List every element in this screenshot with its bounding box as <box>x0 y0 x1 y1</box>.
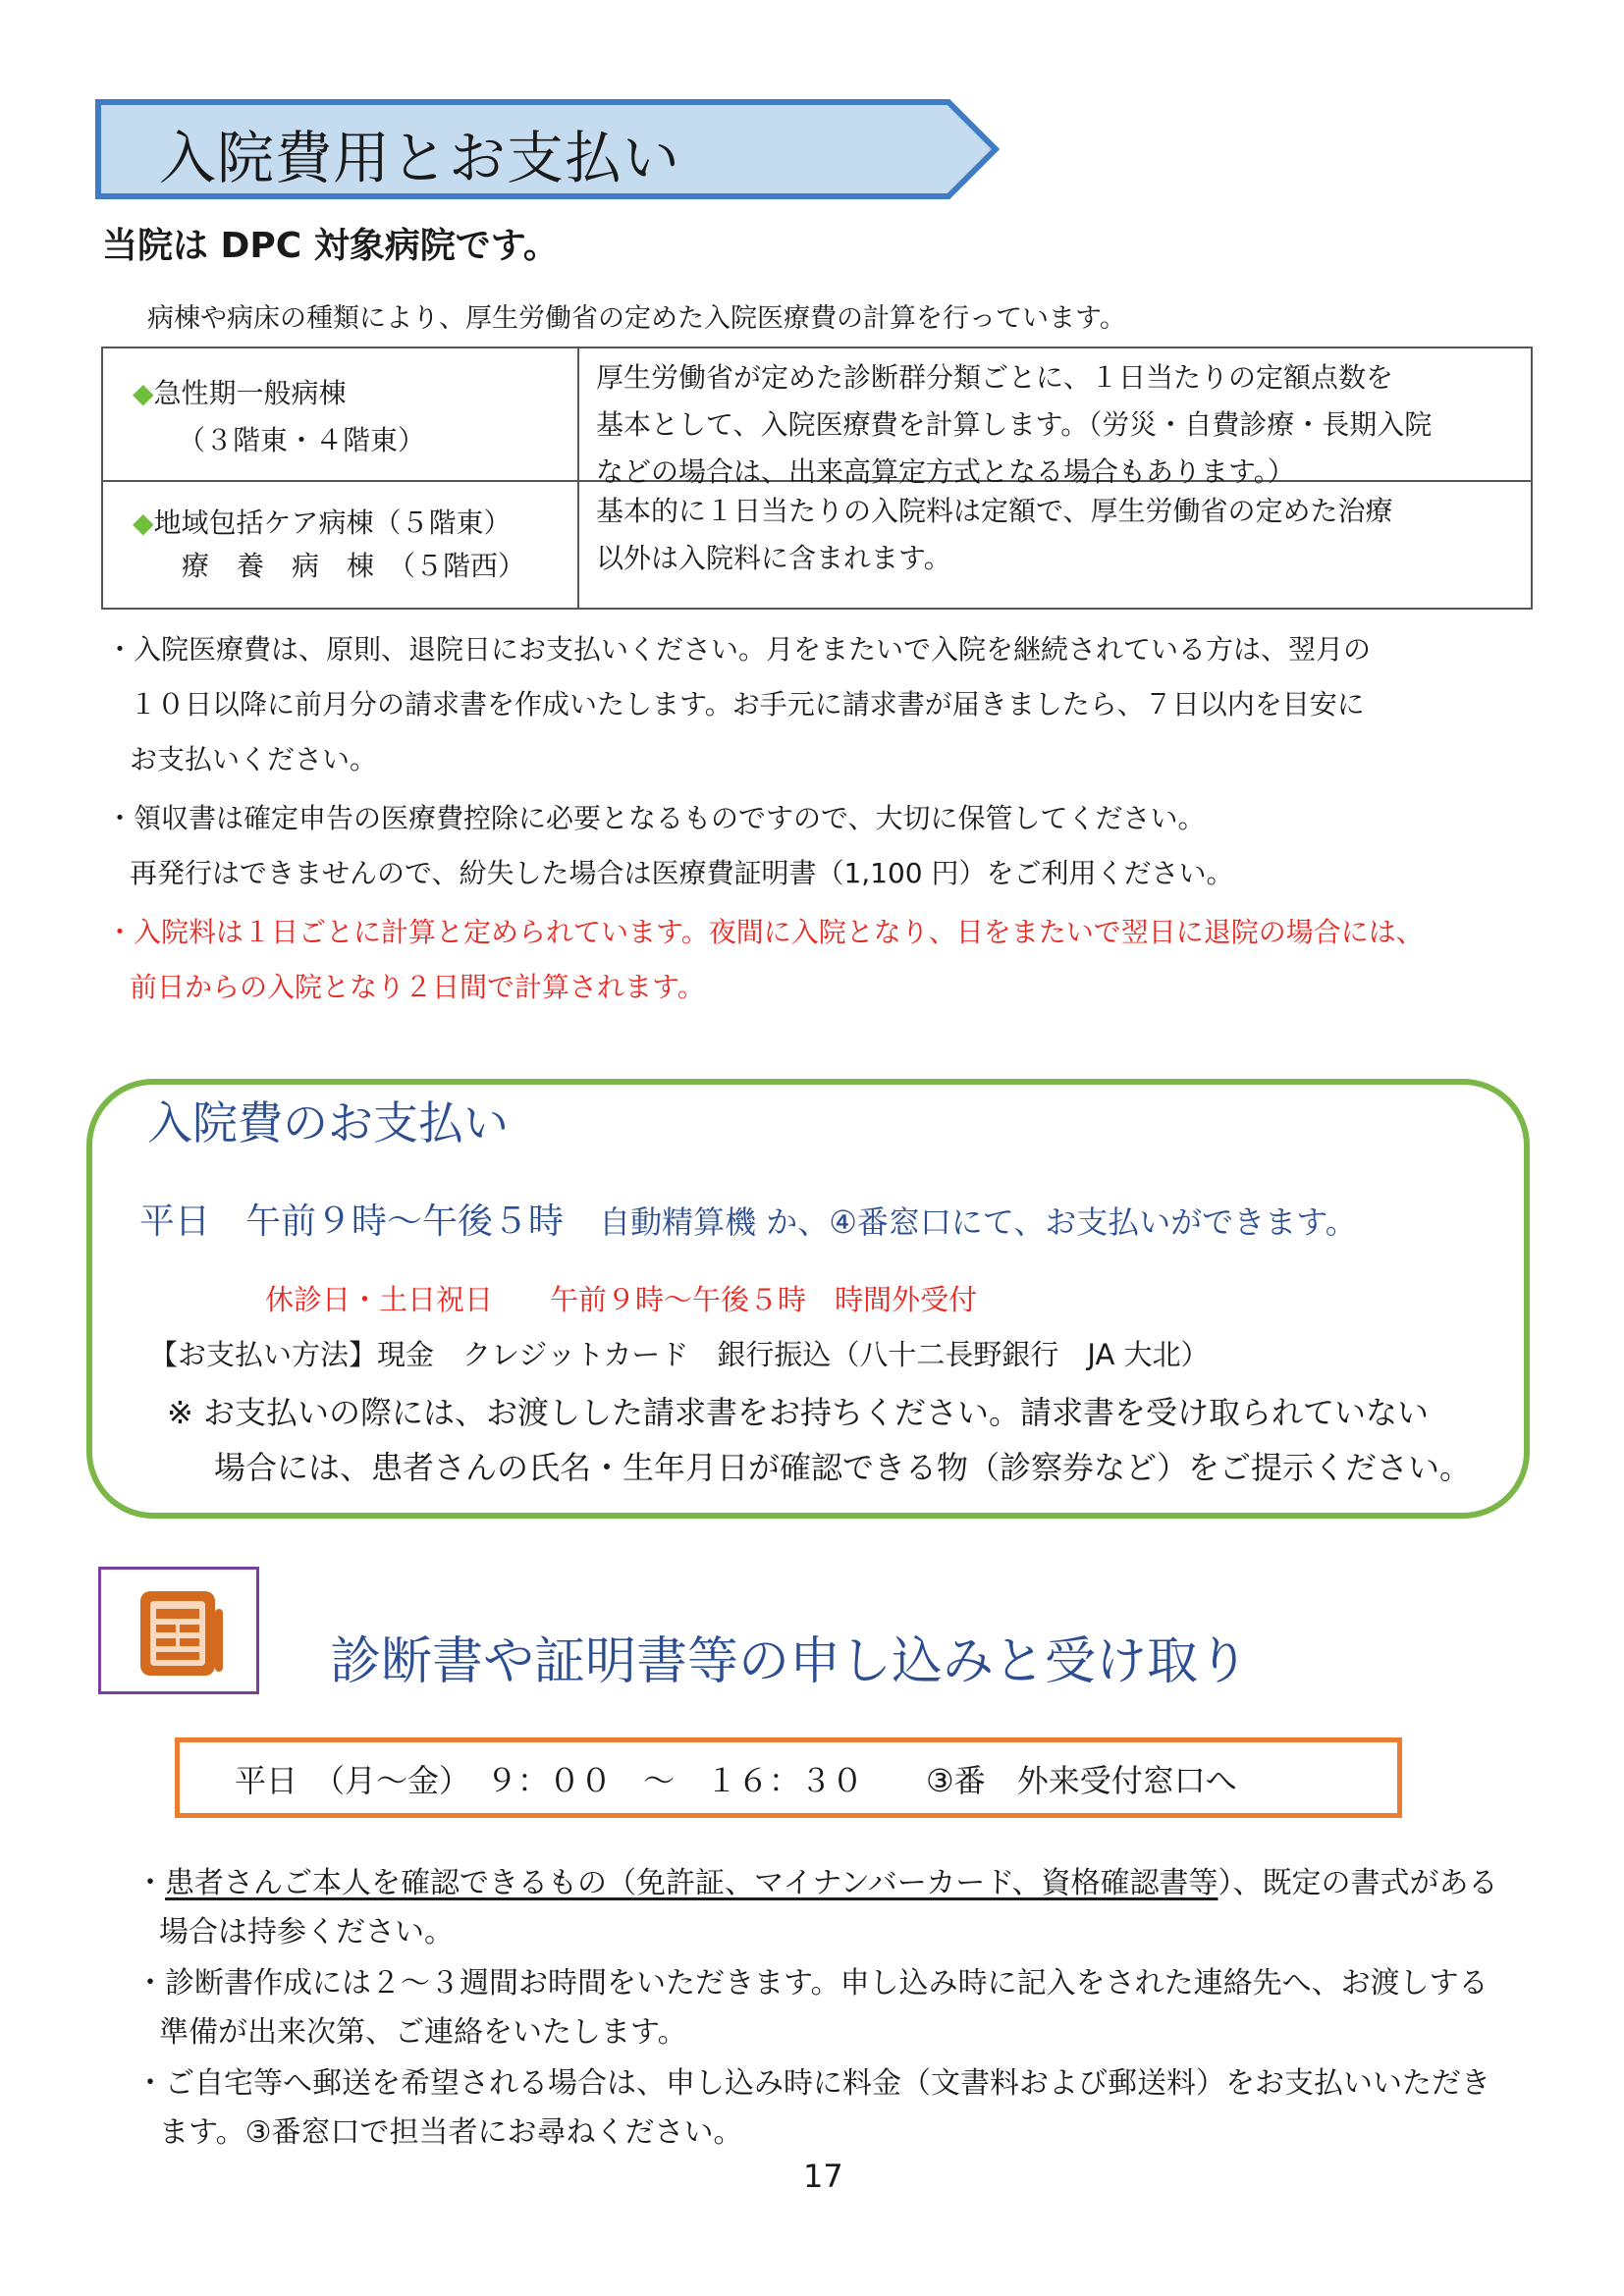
ward-description-line: 基本的に１日当たりの入院料は定額で、厚生労働省の定めた治療 <box>596 495 1393 527</box>
weekday-hours: 午前９時～午後５時 <box>245 1201 565 1242</box>
title-banner <box>94 98 1001 200</box>
note-bullet: ・ <box>135 1866 165 1900</box>
holiday-hours: 午前９時～午後５時 <box>550 1283 807 1316</box>
ward-description <box>596 354 1529 496</box>
ward-table <box>101 347 1533 610</box>
receipt-note: ・領収書は確定申告の医療費控除に必要となるものですので、大切に保管してください。 <box>106 802 1206 834</box>
diamond-bullet-icon: ◆ <box>133 377 154 409</box>
ward-row <box>103 348 1531 488</box>
dpc-heading: 当院は DPC 対象病院です。 <box>102 226 559 266</box>
ward-description-line: 厚生労働省が定めた診断群分類ごとに、１日当たりの定額点数を <box>596 361 1394 394</box>
billing-note: ・入院医療費は、原則、退院日にお支払いください。月をまたいで入院を継続されている方は、翌月の <box>106 633 1372 666</box>
ward-floors: 療 養 病 棟 （５階西） <box>182 550 526 582</box>
ward-label-cell <box>103 482 579 608</box>
documents-note: 場合は持参ください。 <box>159 1915 454 1949</box>
payment-title: 入院費のお支払い <box>147 1096 509 1149</box>
documents-title: 診断書や証明書等の申し込みと受け取り <box>330 1632 1250 1691</box>
payment-note: ※ お支払いの際には、お渡しした請求書をお持ちください。請求書を受け取られていない <box>167 1394 1429 1431</box>
ward-row <box>103 482 1531 608</box>
weekday-label: 平日 <box>139 1201 211 1242</box>
ward-label-cell <box>103 348 579 480</box>
dpc-intro: 病棟や病床の種類により、厚生労働省の定めた入院医療費の計算を行っています。 <box>147 303 1126 334</box>
ward-description-line: 以外は入院料に含まれます。 <box>596 542 951 574</box>
document-icon <box>101 1570 256 1691</box>
billing-note: お支払いください。 <box>130 743 378 775</box>
holiday-label: 休診日・土日祝日 <box>265 1283 494 1316</box>
holiday-hours-row <box>265 1278 977 1318</box>
id-requirement: 患者さんご本人を確認できるもの（免許証、マイナンバーカード、資格確認書等 <box>165 1866 1218 1900</box>
billing-note: １０日以降に前月分の請求書を作成いたします。お手元に請求書が届きましたら、７日以内を目安に <box>130 688 1365 721</box>
calculation-warning: ・入院料は１日ごとに計算と定められています。夜間に入院となり、日をまたいで翌日に退院の場合には、 <box>106 916 1424 948</box>
ward-floors: （３階東・４階東） <box>178 424 426 456</box>
document-icon-frame <box>98 1567 259 1694</box>
ward-name: 地域包括ケア病棟（５階東） <box>153 507 512 539</box>
diamond-bullet-icon: ◆ <box>133 507 154 539</box>
ward-description-line: などの場合は、出来高算定方式となる場合もあります。） <box>596 455 1295 488</box>
weekday-place: 自動精算機 か、④番窓口にて、お支払いができます。 <box>599 1203 1357 1241</box>
documents-note: ・診断書作成には２～３週間お時間をいただきます。申し込み時に記入をされた連絡先へ、お渡しする <box>135 1966 1489 2001</box>
documents-note: 準備が出来次第、ご連絡をいたします。 <box>159 2015 687 2050</box>
payment-methods: 【お支払い方法】現金 クレジットカード 銀行振込（八十二長野銀行 JA 大北） <box>149 1338 1210 1371</box>
calculation-warning: 前日からの入院となり２日間で計算されます。 <box>130 971 705 1003</box>
payment-note: 場合には、患者さんの氏名・生年月日が確認できる物（診察券など）をご提示ください。 <box>214 1449 1472 1486</box>
page-number: 17 <box>803 2158 843 2195</box>
page-title: 入院費用とお支払い <box>159 125 681 191</box>
ward-description-line: 基本として、入院医療費を計算します。（労災・自費診療・長期入院 <box>596 408 1433 441</box>
documents-note: ます。③番窓口で担当者にお尋ねください。 <box>159 2115 743 2150</box>
documents-hours-box <box>175 1737 1402 1818</box>
documents-note <box>135 1858 1498 1901</box>
holiday-place: 時間外受付 <box>835 1283 978 1316</box>
documents-note: ・ご自宅等へ郵送を希望される場合は、申し込み時に料金（文書料および郵送料）をお支払いいただき <box>135 2066 1490 2101</box>
documents-hours: 平日 （月～金） ９：００ ～ １６：３０ ③番 外来受付窓口へ <box>235 1762 1237 1799</box>
weekday-hours-row <box>139 1194 1357 1244</box>
note-text: ）、既定の書式がある <box>1218 1866 1498 1900</box>
ward-name: 急性期一般病棟 <box>153 377 347 409</box>
receipt-note: 再発行はできませんので、紛失した場合は医療費証明書（1,100 円）をご利用ください。 <box>130 857 1234 889</box>
ward-description <box>596 488 1529 582</box>
